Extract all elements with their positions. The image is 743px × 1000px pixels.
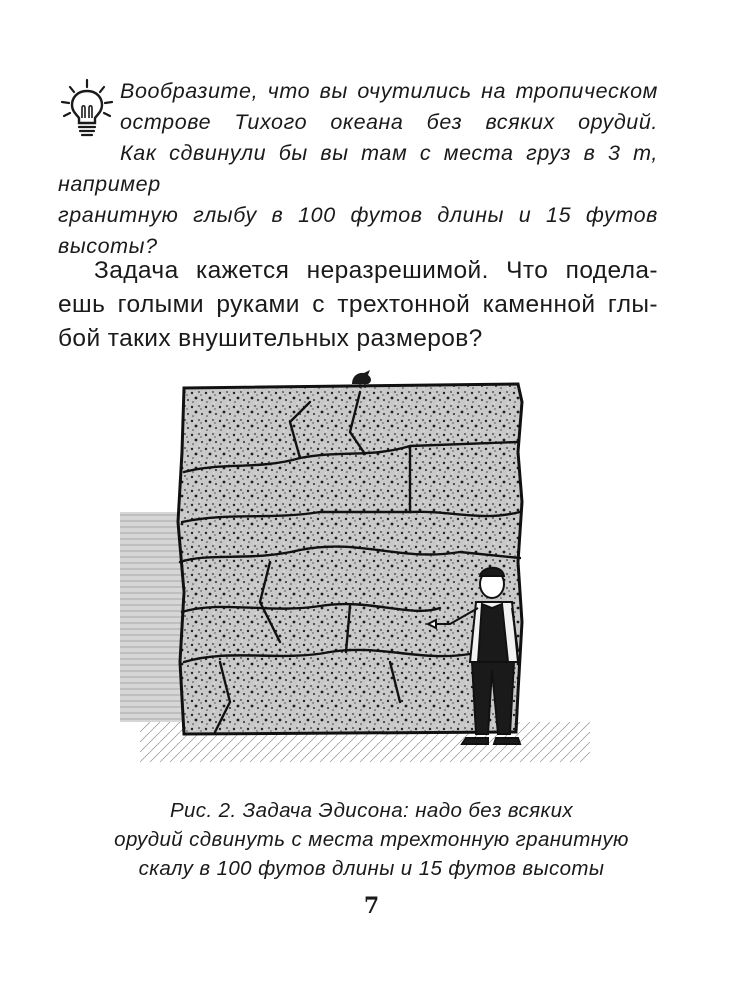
puzzle-line-1: Вообразите, что вы очутились на тропическом xyxy=(120,79,658,103)
puzzle-line-4: гранитную глыбу в 100 футов длины и 15 футов xyxy=(58,203,658,227)
puzzle-line-2: острове Тихого океана без всяких орудий. xyxy=(120,110,658,134)
page-number: 7 xyxy=(363,893,380,919)
puzzle-block xyxy=(58,76,658,262)
lightbulb-icon xyxy=(58,78,116,140)
puzzle-line-3: Как сдвинули бы вы там с места груз в 3 т, например xyxy=(58,141,658,196)
caption-line-3: скалу в 100 футов длины и 15 футов высоты xyxy=(138,857,605,880)
caption-line-1: Рис. 2. Задача Эдисона: надо без всяких xyxy=(169,799,574,822)
paragraph-line-2: ешь голыми руками с трехтонной каменной глы- xyxy=(58,291,658,318)
caption-line-2: орудий сдвинуть с места трехтонную гранитную xyxy=(114,828,629,851)
body-paragraph xyxy=(58,254,658,356)
sea-background xyxy=(120,512,182,722)
illustration-svg xyxy=(120,362,590,762)
granite-block-illustration xyxy=(120,362,590,762)
granite-block xyxy=(178,384,522,734)
paragraph-line-3: бой таких внушительных размеров? xyxy=(58,325,483,352)
figure-caption xyxy=(60,796,683,883)
paragraph-line-1: Задача кажется неразрешимой. Что подела- xyxy=(94,257,658,284)
puzzle-line-5: высоты? xyxy=(58,234,158,258)
